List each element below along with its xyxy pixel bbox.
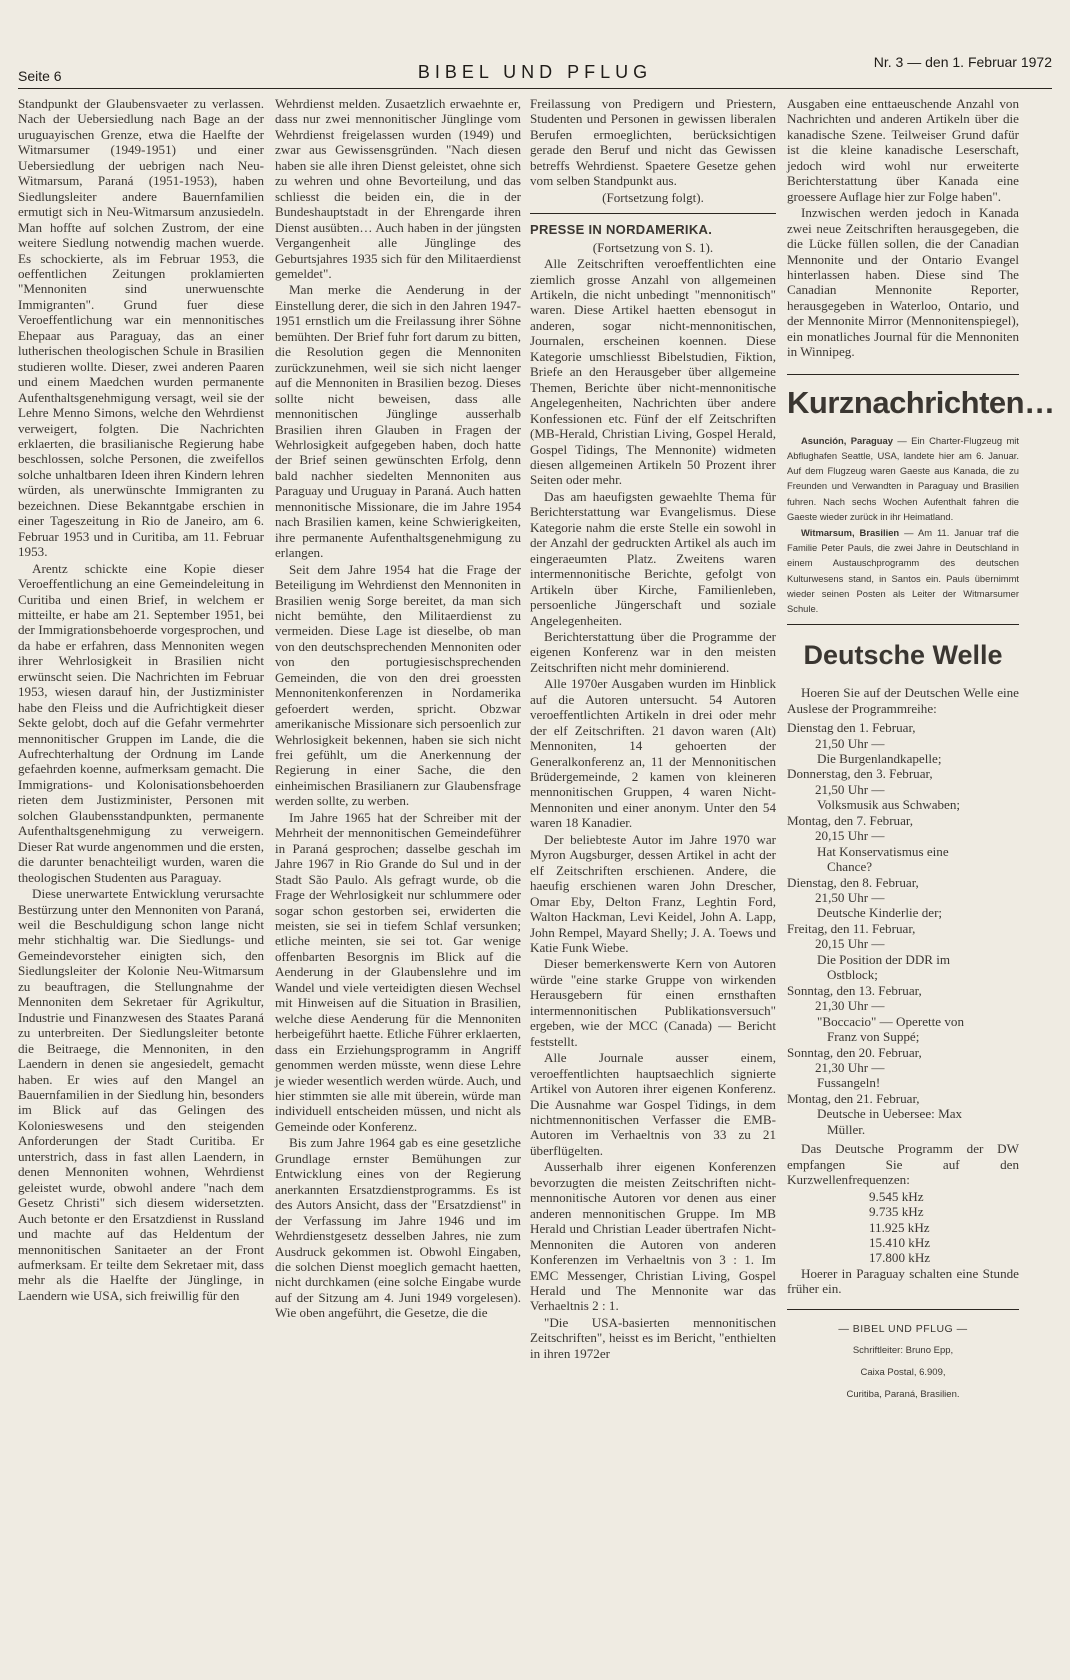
schedule-program: "Boccacio" — Operette von [817,1013,965,1029]
article-paragraph: Man merke die Aenderung in der Einstellung derer, die sich in den Jahren 1947-1951 ernstlich um die Freilassung ihrer Söhne bemühten. Der Brief fuhr fort darum zu bitten, die Resolution gegen die Mennoniten zurückzunehmen, weil sie sich nicht laenger auf die Mennoniten in Brasilien bezog. Dieses sollte nicht beweisen, dass alle mennonitischen Jünglinge ausserhalb Brasilien ihren Glauben in Fragen der Wehrlosigkeit aufgegeben haben, doch hatte der Brief seinen gewünschten Erfolg, denn bald nachher siedelten Mennoniten aus Paraguay und Uruguay in Paraná. Auch hatten mennonitische Missionare, die im Jahre 1954 nach Brasilien kamen, keine Schwierigkeiten, ihre permanente Aufenthaltsgenehmigung zu erlangen. [275,282,521,561]
schedule-time: 21,30 Uhr — [815,1060,885,1076]
schedule-day: Dienstag den 1. Februar, [787,720,916,736]
frequency: 17.800 kHz [869,1250,931,1266]
schedule-day: Montag, den 7. Februar, [787,812,914,828]
deutsche-welle-heading: Deutsche Welle [803,640,1003,671]
dw-intro: Hoeren Sie auf der Deutschen Welle eine Auslese der Programmreihe: [787,685,1019,716]
newspaper-title: BIBEL UND PFLUG [417,62,653,82]
dw-outro: Hoerer in Paraguay schalten eine Stunde früher ein. [787,1265,1019,1297]
schedule-time: 20,15 Uhr — [815,936,885,952]
kurznachrichten-heading: Kurznachrichten… [787,384,1055,420]
schedule-program: Ostblock; [827,967,878,983]
column-1 [18,96,264,1676]
page-number: Seite 6 [18,68,62,84]
article-paragraph: Das am haeufigsten gewaehlte Thema für Berichterstattung war Evangelismus. Diese Kategorie nahm die erste Stelle ein sowohl in der Anzahl der gedruckten Artikel als auch im eingeraeumten Platz. Zweitens waren intermennonitische Berichte, gefolgt von Artikeln über Kirche, Familienleben, persoenliche Jüngerschaft und soziale Angelegenheiten. [530,488,776,628]
schedule-program: Die Position der DDR im [817,951,951,967]
section-heading: PRESSE IN NORDAMERIKA. [530,222,713,238]
schedule-program: Müller. [827,1121,866,1137]
article-paragraph: Alle Journale ausser einem, veroeffentlichten hauptsaechlich signierte Artikel von Autoren ihrer eigenen Konferenz. Die Ausnahme war Gospel Tidings, in dem nichtmennonitischen Verfasser die EMB-Autoren im Verhaeltnis von 33 zu 21 überflügelten. [530,1050,776,1158]
imprint [787,1318,1019,1406]
news-place: Witmarsum, Brasilien [801,526,900,538]
schedule-day: Freitag, den 11. Februar, [787,920,916,936]
header-rule [18,88,1052,89]
schedule-time: 20,15 Uhr — [815,828,885,844]
frequency: 9.545 kHz [869,1188,924,1204]
schedule-time: 21,50 Uhr — [815,890,885,906]
article-paragraph: Ausserhalb ihrer eigenen Konferenzen bevorzugten die meisten Zeitschriften nicht-mennonitische Autoren vor denen aus einer anderen mennonitischen Gruppe. Im MB Herald und Christian Leader übertrafen Nicht-Mennoniten die Autoren von anderen Konferenzen im Verhaeltnis von 3 : 1. Im EMC Messenger, Christian Living, Gospel Herald und The Mennonite war das Verhaeltnis 2 : 1. [530,1159,776,1314]
issue-date: Nr. 3 — den 1. Februar 1972 [873,54,1052,70]
page-header [18,52,1052,86]
schedule-day: Sonntag, den 20. Februar, [787,1044,922,1060]
column-4 [787,96,1055,1676]
frequency: 11.925 kHz [869,1219,930,1235]
schedule-program: Die Burgenlandkapelle; [817,750,942,766]
section-divider [530,213,776,214]
frequency: 15.410 kHz [869,1235,931,1250]
continued-from-note: (Fortsetzung von S. 1). [592,239,714,255]
imprint-box: Caixa Postal, 6.909, [860,1366,946,1378]
article-paragraph: Wehrdienst melden. Zusaetzlich erwaehnte er, dass nur zwei mennonitischer Jünglinge vom Wehrdienst freigelassen wurden (1949) und zwar aus Gewissensgründen. "Nach diesen haben sie alle ihren Dienst geleistet, ohne sich zu wehren und ohne Bevorteilung, und das schliesst die beiden ein, die in der Bundeshauptstadt in der Ehrengarde ihren Dienst ausübten… Auch haben in der jüngsten Vergangenheit alle Jünglinge des Geburtsjahres 1935 sich für den Militaerdienst gemeldet". [275,96,521,281]
schedule-program: Hat Konservatismus eine [817,843,949,859]
continued-note: (Fortsetzung folgt). [602,189,704,205]
imprint-title: — BIBEL UND PFLUG — [838,1322,968,1335]
imprint-editor: Schriftleiter: Bruno Epp, [852,1344,954,1356]
imprint-city: Curitiba, Paraná, Brasilien. [846,1388,960,1400]
section-divider [787,374,1019,375]
news-place: Asunción, Paraguay [801,434,893,446]
news-item [787,433,1019,524]
schedule-program: Deutsche Kinderlie der; [817,905,943,921]
dw-frequency-intro: Das Deutsche Programm der DW empfangen Sie auf den Kurzwellenfrequenzen: [787,1141,1019,1188]
article-paragraph: Ausgaben eine enttaeuschende Anzahl von Nachrichten und anderen Artikeln über die kanadische Szene. Teilweiser Grund dafür ist die kleine kanadische Leserschaft, jedoch wird wohl nur erweiterte Berichterstattung über Kanada eine groessere Auflage hier zur Folge haben". [787,96,1019,204]
schedule-program: Volksmusik aus Schwaben; [817,797,961,813]
frequency-list [787,1189,1019,1266]
schedule-program: Franz von Suppé; [827,1029,920,1045]
article-paragraph: "Die USA-basierten mennonitischen Zeitschriften", heisst es im Bericht, "enthielten in ihren 1972er [530,1314,776,1361]
news-text: — Am 11. Januar traf die Familie Peter Pauls, die zwei Jahre in Deutschland in einem Austauschprogramm des deutschen Kulturwesens stand, in Santos ein. Pauls übernimmt wieder seinen Posten als Leiter der Witmarsumer Schule. [787,526,1019,614]
article-paragraph: Im Jahre 1965 hat der Schreiber mit der Mehrheit der mennonitischen Gemeindeführer in Paraná gesprochen; dasselbe geschah im Jahre 1967 in Rio Grande do Sul und in der Stadt São Paulo. Als gefragt wurde, ob die Frage der Wehrlosigkeit nur schlummere oder sogar schon gestorben sei, erwiderten die meisten, sie sei in tiefem Schlaf versunken; etliche meinten, sie sei tot. Gar wenige offenbarten Besorgnis im Blick auf die Aenderung in der Glaubenslehre und im Wandel und viele verteidigten diesen Wechsel mit Hinweisen auf die Situation in Brasilien, welche diese Aenderung für die Mennoniten herbeigeführt haette. Etliche Führer erklaerten, dass ein Erziehungsprogramm in Angriff genommen werden müsste, wenn diese Lehre je wieder wesentlich werden würde. Auch, und hier stimmten sie alle mit überein, würde man individuell entscheiden müssen, und nicht als Gemeinde oder Konferenz. [275,809,521,1134]
article-paragraph: Bis zum Jahre 1964 gab es eine gesetzliche Grundlage ernster Bemühungen zur Entwicklung eines von der Regierung anerkannten Ersatzdienstprogramms. Es ist des Autors Ansicht, dass der "Ersatzdienst" in der Verfassung im Jahre 1946 und im Wehrdienstgesetz desselben Jahres, nie zum Ausdruck gekommen ist. Obwohl Eingaben, die solchen Dienst moeglich gemacht haetten, nicht durchkamen (eine solche Eingabe wurde auf der Sitzung am 4. Juni 1949 vorgelesen). Wie oben angeführt, die Gesetze, die die [275,1135,521,1321]
article-paragraph: Freilassung von Predigern und Priestern, Studenten und Personen in gewissen liberalen Berufen ermoeglichten, berücksichtigen gerade den Beruf und nicht das Gewissen betreffs Wehrdienst. Spaetere Gesetze gehen vom selben Standpunkt aus. [530,96,776,189]
schedule-day: Dienstag, den 8. Februar, [787,874,919,890]
schedule-program: Deutsche in Uebersee: Max [817,1106,963,1122]
frequency: 9.735 kHz [869,1204,924,1220]
article-paragraph: Arentz schickte eine Kopie dieser Veroeffentlichung an eine Gemeindeleitung in Curitiba und einen Brief, in welchem er mitteilte, er habe am 21. September 1951, bei der Immigrationsbehoerde vorgesprochen, und da habe er erfahren, dass Mennoniten wegen ihrer Wehrlosigkeit in Brasilien nicht erwünscht seien. Die Nachrichten im Februar 1953, wiesen darauf hin, der Justizminister habe den Fleiss und die Aufrichtigkeit dieser Sekte gelobt, doch auf die Gefahr vermehrter mennonitischer Gruppen im Lande, die die Aufrechterhaltung der Ordnung im Lande gefaehrden koenne, aufmerksam gemacht. Die Immigrations- und Kolonisationsbehoerden rieten dem Justizminister, Personen mit solchen Glaubensstandpunkten, permanente Aufenthaltsgenehmigung zu verweigern. Dieser Rat wurde angenommen und die ersten, die darunter benachteiligt wurden, waren die theologischen Studenten aus Paraguay. [18,560,264,885]
schedule-time: 21,50 Uhr — [815,781,885,797]
article-paragraph: Der beliebteste Autor im Jahre 1970 war Myron Augsburger, dessen Artikel in acht der elf Zeitschriften erschienen. Andere, die haeufig erschienen waren John Drescher, Omar Eby, Delton Franz, Leghtin Ford, Walton Hackman, Levi Keidel, John A. Lapp, John Rempel, Mayard Shelly; J. A. Toews und Katie Funk Wiebe. [530,831,776,956]
schedule-day: Montag, den 21. Februar, [787,1090,920,1106]
article-paragraph: Standpunkt der Glaubensvaeter zu verlassen. Nach der Uebersiedlung nach Bage an der uruguayischen Grenze, etwa die Haelfte der Witmarsumer (1949-1951) und einer Uebersiedlung der uebrigen nach Neu-Witmarsum, Paraná (1951-1953), haben Siedlungsleiter andere Bauernfamilien ermutigt sich in Neu-Witmarsum anzusiedeln. Man hoffte auf solchen Zustrom, der eine weitere Siedlung notwendig machen wuerde. Es schockierte, als im Februar 1953, die oeffentlichen Zeitungen proklamierten "Mennoniten sind unerwuenschte Immigranten". Grund fuer diese Veroeffentlichung war ein mennonitisches Ehepaar aus Paraguay, das an einer lutherischen theologischen Schule in Brasilien studieren wollte. Dieser, zwei anderen Paaren und einem Maedchen wurden permanente Aufenthaltsgenehmigung versagt, weil sie der Lehre Menno Simons, welche den Wehrdienst verweigert, folgten. Die Nachrichten erklaerten, die brasilianische Regierung habe beschlossen, solche Personen, die zweifellos solche unhaltbaren Ideen ihren Kindern lehren würden, als unerwünschte Immigranten zu bezeichnen. Diese Bekanntgabe erschien in einer Tageszeitung in Rio de Janeiro, am 6. Februar 1953 und in Curitiba, am 11. Februar 1953. [18,96,264,560]
schedule-time: 21,50 Uhr — [815,735,885,751]
program-schedule [787,720,1019,1137]
schedule-day: Donnerstag, den 3. Februar, [787,766,933,782]
schedule-day: Sonntag, den 13. Februar, [787,982,922,998]
schedule-time: 21,30 Uhr — [815,998,885,1014]
section-divider [787,1309,1019,1310]
column-3 [530,96,776,1676]
article-paragraph: Inzwischen werden jedoch in Kanada zwei neue Zeitschriften herausgegeben, die die Lücke füllen sollen, die der Canadian Mennonite und der Ontario Evangel hinterlassen haben. Diese sind The Canadian Mennonite Reporter, herausgegeben in Waterloo, Ontario, und der Mennonite Mirror (Mennonitenspiegel), ein monatliches Journal für die Mennoniten in Winnipeg. [787,205,1019,360]
article-paragraph: Alle Zeitschriften veroeffentlichten eine ziemlich grosse Anzahl von allgemeinen Artikeln, die nicht unbedingt "mennonitisch" waren. Diese Artikel haetten ebensogut in anderen, sogar nicht-mennonitischen, Journalen, erscheinen koennen. Diese Kategorie umschliesst Bibelstudien, Fiktion, Briefe an den Herausgeber über allgemeine Themen, Berichte über nicht-mennonitische Angelegenheiten, Nachrichten über andere Konfessionen etc. Fünf der elf Zeitschriften (MB-Herald, Christian Living, Gospel Herald, Gospel Tidings, The Mennonite) widmeten diesen allgemeinen Artikeln 50 Prozent ihrer Seiten oder mehr. [530,256,776,488]
article-paragraph: Dieser bemerkenswerte Kern von Autoren würde "eine starke Gruppe von wirkenden Herausgebern für einen ernsthaften intermennonitischen Publikationsversuch" ergeben, wie der MCC (Canada) — Bericht feststellt. [530,956,776,1049]
news-item [787,525,1019,616]
column-2 [275,96,521,1676]
article-paragraph: Alle 1970er Ausgaben wurden im Hinblick auf die Autoren untersucht. 54 Autoren veroeffentlichten Artikeln in drei oder mehr der elf Zeitschriften. 21 davon waren (Alt) Mennoniten, 14 gehoerten der Generalkonferenz an, 11 der Mennonitischen Brüdergemeinde, 2 kamen von kleineren mennonitischen Gruppen, 4 waren Nicht-Mennoniten und einer anonym. Unter den 54 waren 18 Kanadier. [530,676,776,831]
schedule-program: Fussangeln! [817,1075,881,1091]
news-text: — Ein Charter-Flugzeug mit Abflughafen Seattle, USA, landete hier am 6. Januar. Auf dem Flugzeug waren Gaeste aus Kanada, die zu Freunden und Verwandten in Paraguay und Brasilien fuhren. Nach sechs Wochen Aufenthalt fahren die Gaeste wieder zurück in ihr Heimatland. [787,434,1019,522]
article-paragraph: Seit dem Jahre 1954 hat die Frage der Beteiligung im Wehrdienst den Mennoniten in Brasilien wenig Sorge bereitet, da man sich nicht bemühte, den Militaerdienst zu vermeiden. Diese Lage ist dieselbe, ob man von den deutschsprechenden Mennoniten oder von den portugiesischsprechenden Gemeinden, die von den drei groessten Mennonitenkonferenzen in Nordamerika gefoerdert werden, spricht. Obzwar amerikanische Missionare sich persoenlich zur Wehrlosigkeit bekennen, haben sie sich nicht frei gefühlt, um die Anerkennung der Regierung in einer Sache, die den einheimischen Brasilianern zur Glaubensfrage werden sollte, zu werben. [275,561,521,809]
section-divider [787,624,1019,625]
article-paragraph: Diese unerwartete Entwicklung verursachte Bestürzung unter den Mennoniten von Paraná, weil die Beschuldigung schon lange nicht mehr stichhaltig war. Die Siedlungs- und Gemeindevorsteher einigten sich, den Siedlungsleiter der Kolonie Neu-Witmarsum zu beauftragen, die Stellungnahme der Mennoniten dem Sekretaer für Agrikultur, Industrie und Finanzwesen des Staates Paraná zu unterbreiten. Der Siedlungsleiter betonte die Beitraege, die Mennoniten, in den Laendern in denen sie angesiedelt, gemacht haben. Er wies auf den Mangel an Bauernfamilien in der Siedlung hin, besonders im Blick auf das Gelingen des Kolonieswesens und den steigenden Anforderungen der Stadt Curitiba. Er unterstrich, dass in fast allen Laendern, in denen Mennoniten wohnen, Wehrdienst geleistet wurde, obwohl andere "nach dem Gesetz Christi" sich diesem widersetzten. Auch betonte er den Ersatzdienst in Russland und machte auf das Heldentum der mennonitischen Sanitaeter an der Front aufmerksam. Er teilte dem Sekretaer mit, dass mehr als die Haelfte der Jünglinge, in Laendern wie USA, sich freiwillig für den [18,886,264,1303]
schedule-program: Chance? [827,859,873,875]
article-paragraph: Berichterstattung über die Programme der eigenen Konferenz war in den meisten Zeitschriften nicht mehr dominierend. [530,628,776,675]
